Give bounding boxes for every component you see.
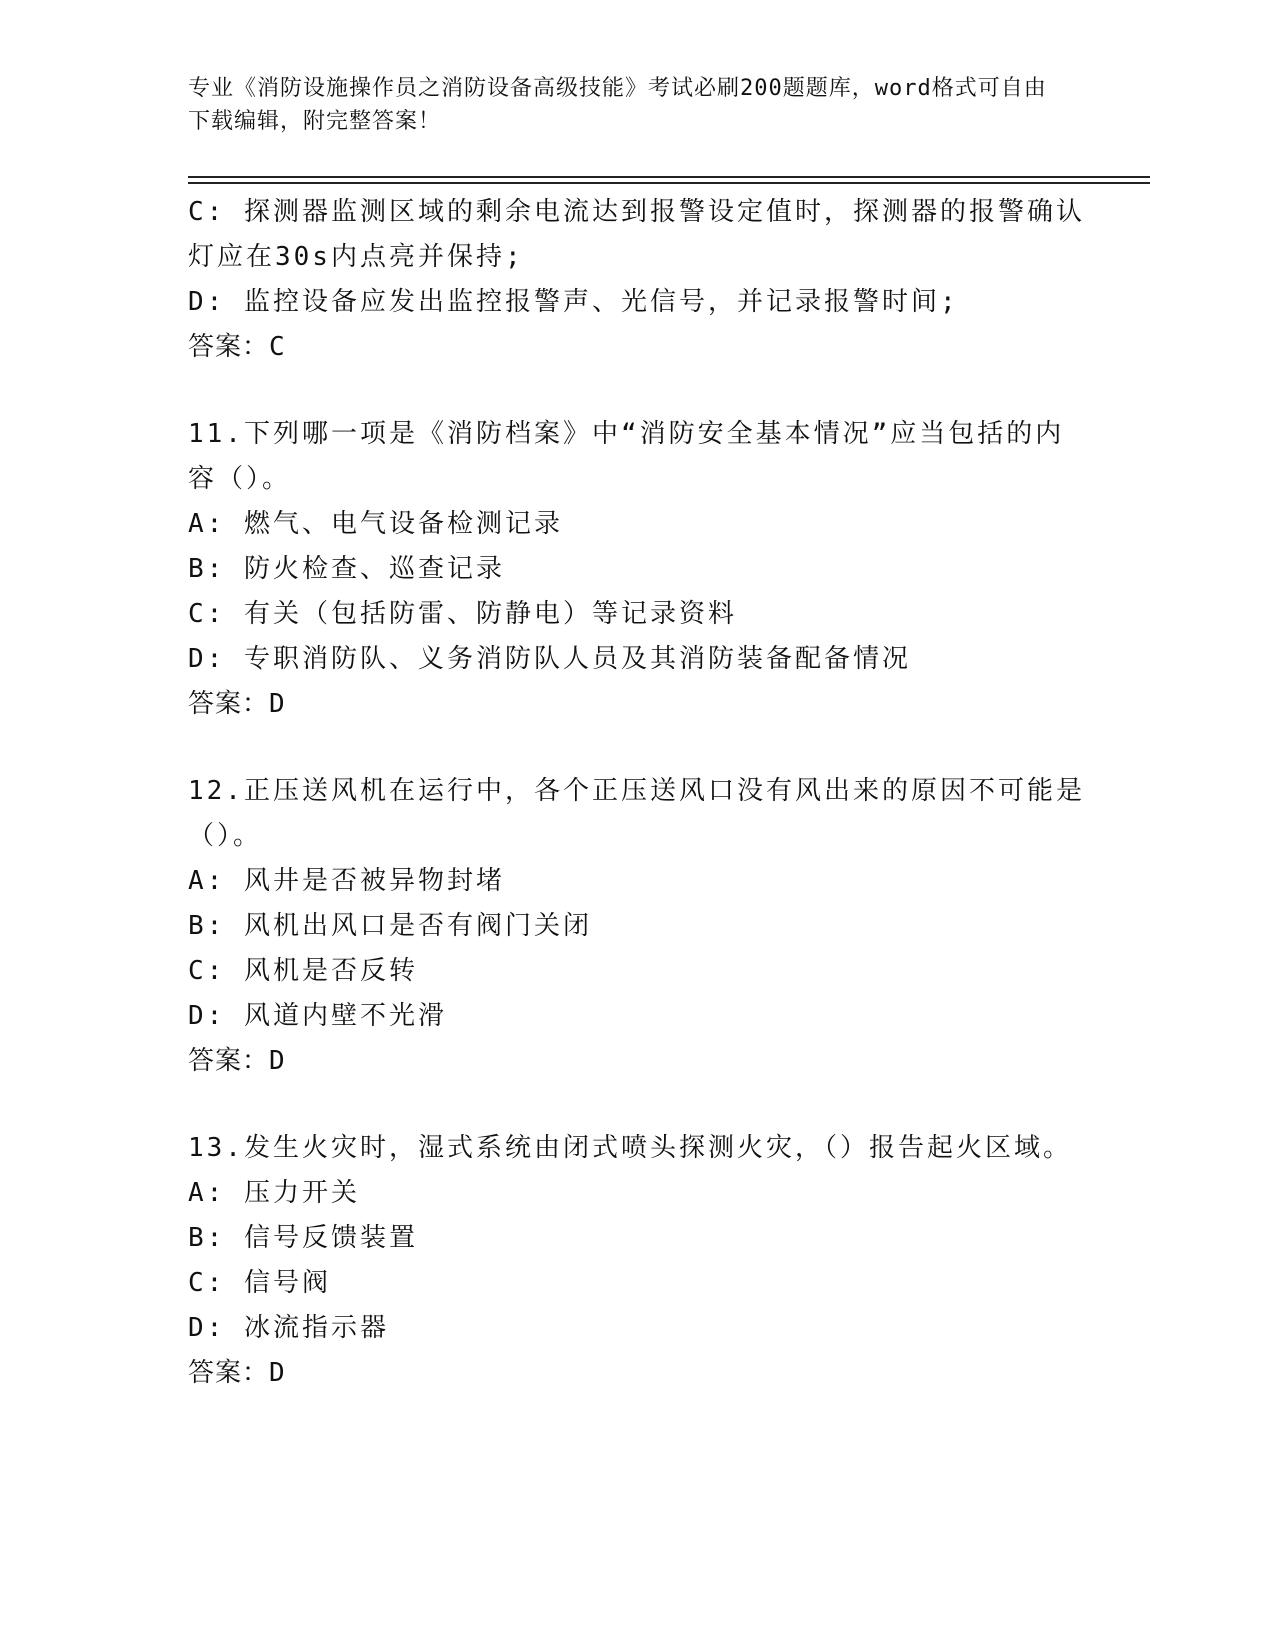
answer-line <box>188 682 1088 727</box>
answer-line <box>188 1351 1088 1396</box>
answer-label: 答案： <box>188 332 270 362</box>
option-text: 燃气、电气设备检测记录 <box>243 509 563 539</box>
option-text: 风机出风口是否有阀门关闭 <box>243 911 592 941</box>
document-header: 专业《消防设施操作员之消防设备高级技能》考试必刷200题题库，word格式可自由下载编辑，附完整答案！ <box>188 76 1047 134</box>
answer-value: D <box>269 689 286 719</box>
option-label: D: <box>188 287 226 317</box>
option-label: C: <box>188 956 226 986</box>
option-b <box>188 904 1088 949</box>
answer-label: 答案： <box>188 1358 270 1388</box>
option-label: B: <box>188 911 226 941</box>
option-text: 探测器监测区域的剩余电流达到报警设定值时，探测器的报警确认灯应在30s内点亮并保持; <box>188 197 1085 272</box>
option-text: 防火检查、巡查记录 <box>243 554 505 584</box>
option-text: 监控设备应发出监控报警声、光信号，并记录报警时间; <box>243 287 959 317</box>
option-d <box>188 1306 1088 1351</box>
option-text: 信号反馈装置 <box>243 1223 418 1253</box>
option-a <box>188 1171 1088 1216</box>
option-label: B: <box>188 1223 226 1253</box>
option-a <box>188 502 1088 547</box>
document-body <box>188 190 1088 1396</box>
question-stem: 13.发生火灾时，湿式系统由闭式喷头探测火灾，（）报告起火区域。 <box>188 1133 1072 1163</box>
option-text: 有关（包括防雷、防静电）等记录资料 <box>243 599 737 629</box>
option-text: 专职消防队、义务消防队人员及其消防装备配备情况 <box>243 644 911 674</box>
option-text: 风机是否反转 <box>243 956 418 986</box>
question-stem: 12.正压送风机在运行中，各个正压送风口没有风出来的原因不可能是（）。 <box>188 776 1085 851</box>
option-label: D: <box>188 1001 226 1031</box>
option-text: 压力开关 <box>243 1178 360 1208</box>
option-b <box>188 1216 1088 1261</box>
option-c <box>188 592 1088 637</box>
answer-label: 答案： <box>188 1046 270 1076</box>
question-11 <box>188 412 1088 727</box>
option-label: D: <box>188 1313 226 1343</box>
answer-line <box>188 1039 1088 1084</box>
answer-value: C <box>269 332 286 362</box>
option-text: 风井是否被异物封堵 <box>243 866 505 896</box>
option-c <box>188 1261 1088 1306</box>
header-divider-bottom <box>188 182 1150 184</box>
option-label: A: <box>188 509 226 539</box>
option-label: A: <box>188 1178 226 1208</box>
option-label: C: <box>188 197 226 227</box>
option-text: 冰流指示器 <box>243 1313 389 1343</box>
option-label: A: <box>188 866 226 896</box>
option-c <box>188 190 1088 280</box>
option-label: C: <box>188 599 226 629</box>
option-a <box>188 859 1088 904</box>
option-label: B: <box>188 554 226 584</box>
question-12 <box>188 769 1088 1084</box>
answer-value: D <box>269 1358 286 1388</box>
option-c <box>188 949 1088 994</box>
option-label: C: <box>188 1268 226 1298</box>
question-13 <box>188 1126 1088 1396</box>
question-stem: 11.下列哪一项是《消防档案》中“消防安全基本情况”应当包括的内容（）。 <box>188 419 1065 494</box>
option-text: 信号阀 <box>243 1268 331 1298</box>
answer-label: 答案： <box>188 689 270 719</box>
option-d <box>188 280 1088 325</box>
answer-line <box>188 325 1088 370</box>
option-b <box>188 547 1088 592</box>
header-divider-top <box>188 176 1150 178</box>
answer-value: D <box>269 1046 286 1076</box>
option-d <box>188 994 1088 1039</box>
option-text: 风道内壁不光滑 <box>243 1001 447 1031</box>
question-10-continuation <box>188 190 1088 370</box>
option-d <box>188 637 1088 682</box>
option-label: D: <box>188 644 226 674</box>
